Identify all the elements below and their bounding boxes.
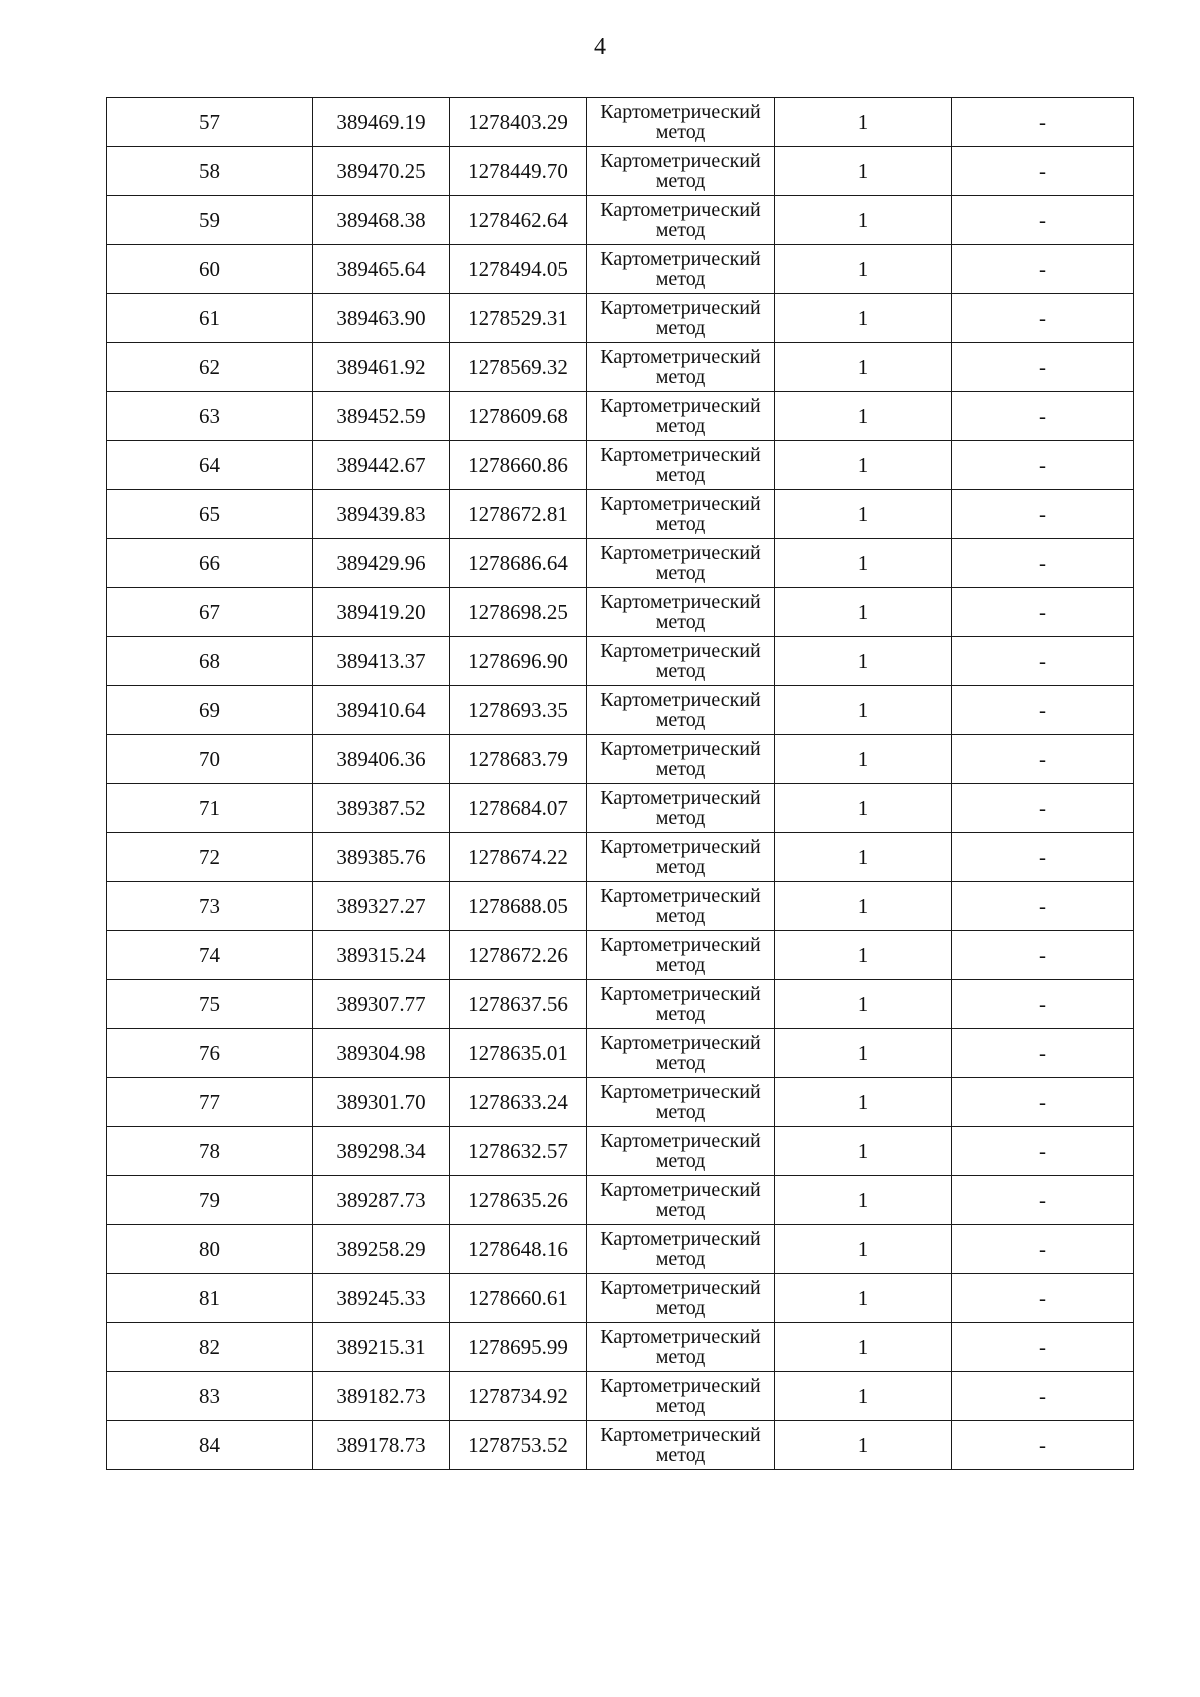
method-cell xyxy=(587,98,775,147)
method-cell xyxy=(587,490,775,539)
x-coordinate-cell: 389419.20 xyxy=(313,588,450,637)
x-coordinate-cell: 389327.27 xyxy=(313,882,450,931)
note-cell: - xyxy=(952,637,1134,686)
table-row xyxy=(107,1372,1134,1421)
method-cell xyxy=(587,735,775,784)
method-cell xyxy=(587,686,775,735)
y-coordinate-cell: 1278753.52 xyxy=(450,1421,587,1470)
coordinates-table xyxy=(106,97,1134,1470)
x-coordinate-cell: 389469.19 xyxy=(313,98,450,147)
note-cell: - xyxy=(952,784,1134,833)
point-number-cell: 66 xyxy=(107,539,313,588)
y-coordinate-cell: 1278684.07 xyxy=(450,784,587,833)
method-line-2: метод xyxy=(655,366,706,388)
point-number-cell: 65 xyxy=(107,490,313,539)
table-row xyxy=(107,1176,1134,1225)
method-line-1: Картометрический xyxy=(600,1277,761,1299)
note-cell: - xyxy=(952,1078,1134,1127)
y-coordinate-cell: 1278674.22 xyxy=(450,833,587,882)
method-line-1: Картометрический xyxy=(600,346,761,368)
table-row xyxy=(107,196,1134,245)
point-number-cell: 58 xyxy=(107,147,313,196)
table-row xyxy=(107,735,1134,784)
accuracy-cell: 1 xyxy=(775,1421,952,1470)
accuracy-cell: 1 xyxy=(775,196,952,245)
point-number-cell: 78 xyxy=(107,1127,313,1176)
point-number-cell: 57 xyxy=(107,98,313,147)
x-coordinate-cell: 389463.90 xyxy=(313,294,450,343)
table-row xyxy=(107,1029,1134,1078)
table-row xyxy=(107,490,1134,539)
table-row xyxy=(107,882,1134,931)
point-number-cell: 67 xyxy=(107,588,313,637)
method-cell xyxy=(587,784,775,833)
note-cell: - xyxy=(952,196,1134,245)
point-number-cell: 59 xyxy=(107,196,313,245)
y-coordinate-cell: 1278695.99 xyxy=(450,1323,587,1372)
method-cell xyxy=(587,1421,775,1470)
method-line-1: Картометрический xyxy=(600,1424,761,1446)
method-line-1: Картометрический xyxy=(600,542,761,564)
x-coordinate-cell: 389461.92 xyxy=(313,343,450,392)
x-coordinate-cell: 389315.24 xyxy=(313,931,450,980)
y-coordinate-cell: 1278683.79 xyxy=(450,735,587,784)
accuracy-cell: 1 xyxy=(775,1323,952,1372)
x-coordinate-cell: 389442.67 xyxy=(313,441,450,490)
note-cell: - xyxy=(952,490,1134,539)
point-number-cell: 71 xyxy=(107,784,313,833)
note-cell: - xyxy=(952,1323,1134,1372)
accuracy-cell: 1 xyxy=(775,98,952,147)
method-cell xyxy=(587,980,775,1029)
method-line-2: метод xyxy=(655,415,706,437)
method-line-2: метод xyxy=(655,121,706,143)
point-number-cell: 76 xyxy=(107,1029,313,1078)
y-coordinate-cell: 1278698.25 xyxy=(450,588,587,637)
method-line-2: метод xyxy=(655,709,706,731)
method-cell xyxy=(587,343,775,392)
method-cell xyxy=(587,147,775,196)
table-row xyxy=(107,980,1134,1029)
y-coordinate-cell: 1278637.56 xyxy=(450,980,587,1029)
table-row xyxy=(107,1225,1134,1274)
note-cell: - xyxy=(952,245,1134,294)
point-number-cell: 69 xyxy=(107,686,313,735)
method-cell xyxy=(587,882,775,931)
accuracy-cell: 1 xyxy=(775,833,952,882)
y-coordinate-cell: 1278693.35 xyxy=(450,686,587,735)
y-coordinate-cell: 1278696.90 xyxy=(450,637,587,686)
table-row xyxy=(107,931,1134,980)
method-cell xyxy=(587,392,775,441)
table-row xyxy=(107,784,1134,833)
method-line-2: метод xyxy=(655,1395,706,1417)
method-line-1: Картометрический xyxy=(600,934,761,956)
y-coordinate-cell: 1278734.92 xyxy=(450,1372,587,1421)
method-line-1: Картометрический xyxy=(600,493,761,515)
method-cell xyxy=(587,1274,775,1323)
x-coordinate-cell: 389301.70 xyxy=(313,1078,450,1127)
x-coordinate-cell: 389406.36 xyxy=(313,735,450,784)
y-coordinate-cell: 1278660.86 xyxy=(450,441,587,490)
point-number-cell: 82 xyxy=(107,1323,313,1372)
method-cell xyxy=(587,196,775,245)
method-line-1: Картометрический xyxy=(600,591,761,613)
x-coordinate-cell: 389307.77 xyxy=(313,980,450,1029)
accuracy-cell: 1 xyxy=(775,686,952,735)
x-coordinate-cell: 389245.33 xyxy=(313,1274,450,1323)
method-line-2: метод xyxy=(655,807,706,829)
y-coordinate-cell: 1278688.05 xyxy=(450,882,587,931)
method-line-1: Картометрический xyxy=(600,640,761,662)
method-line-2: метод xyxy=(655,758,706,780)
point-number-cell: 81 xyxy=(107,1274,313,1323)
accuracy-cell: 1 xyxy=(775,1225,952,1274)
point-number-cell: 80 xyxy=(107,1225,313,1274)
y-coordinate-cell: 1278632.57 xyxy=(450,1127,587,1176)
y-coordinate-cell: 1278672.26 xyxy=(450,931,587,980)
point-number-cell: 68 xyxy=(107,637,313,686)
point-number-cell: 62 xyxy=(107,343,313,392)
method-line-1: Картометрический xyxy=(600,444,761,466)
table-row xyxy=(107,833,1134,882)
y-coordinate-cell: 1278529.31 xyxy=(450,294,587,343)
method-line-2: метод xyxy=(655,268,706,290)
x-coordinate-cell: 389429.96 xyxy=(313,539,450,588)
method-cell xyxy=(587,931,775,980)
note-cell: - xyxy=(952,1421,1134,1470)
method-cell xyxy=(587,1127,775,1176)
method-line-2: метод xyxy=(655,1003,706,1025)
method-line-2: метод xyxy=(655,1052,706,1074)
point-number-cell: 60 xyxy=(107,245,313,294)
method-cell xyxy=(587,441,775,490)
note-cell: - xyxy=(952,539,1134,588)
method-line-1: Картометрический xyxy=(600,1032,761,1054)
method-line-1: Картометрический xyxy=(600,787,761,809)
table-row xyxy=(107,245,1134,294)
method-line-1: Картометрический xyxy=(600,150,761,172)
note-cell: - xyxy=(952,147,1134,196)
x-coordinate-cell: 389470.25 xyxy=(313,147,450,196)
table-row xyxy=(107,343,1134,392)
table-row xyxy=(107,98,1134,147)
y-coordinate-cell: 1278494.05 xyxy=(450,245,587,294)
x-coordinate-cell: 389413.37 xyxy=(313,637,450,686)
point-number-cell: 83 xyxy=(107,1372,313,1421)
accuracy-cell: 1 xyxy=(775,1372,952,1421)
table-row xyxy=(107,1078,1134,1127)
point-number-cell: 77 xyxy=(107,1078,313,1127)
method-line-2: метод xyxy=(655,317,706,339)
method-line-1: Картометрический xyxy=(600,395,761,417)
accuracy-cell: 1 xyxy=(775,539,952,588)
x-coordinate-cell: 389298.34 xyxy=(313,1127,450,1176)
table-body xyxy=(107,98,1134,1470)
method-cell xyxy=(587,245,775,294)
method-line-1: Картометрический xyxy=(600,983,761,1005)
note-cell: - xyxy=(952,1274,1134,1323)
method-cell xyxy=(587,1372,775,1421)
note-cell: - xyxy=(952,1372,1134,1421)
y-coordinate-cell: 1278686.64 xyxy=(450,539,587,588)
table-row xyxy=(107,539,1134,588)
method-line-1: Картометрический xyxy=(600,1130,761,1152)
method-line-1: Картометрический xyxy=(600,836,761,858)
table-row xyxy=(107,588,1134,637)
method-line-2: метод xyxy=(655,170,706,192)
method-line-2: метод xyxy=(655,1297,706,1319)
y-coordinate-cell: 1278462.64 xyxy=(450,196,587,245)
table-row xyxy=(107,392,1134,441)
note-cell: - xyxy=(952,588,1134,637)
note-cell: - xyxy=(952,1127,1134,1176)
note-cell: - xyxy=(952,931,1134,980)
y-coordinate-cell: 1278403.29 xyxy=(450,98,587,147)
accuracy-cell: 1 xyxy=(775,441,952,490)
accuracy-cell: 1 xyxy=(775,147,952,196)
y-coordinate-cell: 1278633.24 xyxy=(450,1078,587,1127)
accuracy-cell: 1 xyxy=(775,1078,952,1127)
method-line-1: Картометрический xyxy=(600,248,761,270)
method-line-1: Картометрический xyxy=(600,1081,761,1103)
note-cell: - xyxy=(952,882,1134,931)
point-number-cell: 73 xyxy=(107,882,313,931)
method-line-2: метод xyxy=(655,1346,706,1368)
y-coordinate-cell: 1278660.61 xyxy=(450,1274,587,1323)
point-number-cell: 72 xyxy=(107,833,313,882)
method-line-2: метод xyxy=(655,856,706,878)
accuracy-cell: 1 xyxy=(775,588,952,637)
method-cell xyxy=(587,1078,775,1127)
point-number-cell: 61 xyxy=(107,294,313,343)
accuracy-cell: 1 xyxy=(775,784,952,833)
method-line-1: Картометрический xyxy=(600,885,761,907)
method-line-2: метод xyxy=(655,1248,706,1270)
method-line-1: Картометрический xyxy=(600,1326,761,1348)
accuracy-cell: 1 xyxy=(775,294,952,343)
method-line-1: Картометрический xyxy=(600,297,761,319)
accuracy-cell: 1 xyxy=(775,735,952,784)
accuracy-cell: 1 xyxy=(775,1029,952,1078)
x-coordinate-cell: 389410.64 xyxy=(313,686,450,735)
note-cell: - xyxy=(952,392,1134,441)
accuracy-cell: 1 xyxy=(775,1127,952,1176)
method-line-2: метод xyxy=(655,1444,706,1466)
method-cell xyxy=(587,539,775,588)
y-coordinate-cell: 1278635.26 xyxy=(450,1176,587,1225)
method-line-2: метод xyxy=(655,464,706,486)
note-cell: - xyxy=(952,1225,1134,1274)
accuracy-cell: 1 xyxy=(775,882,952,931)
x-coordinate-cell: 389304.98 xyxy=(313,1029,450,1078)
y-coordinate-cell: 1278449.70 xyxy=(450,147,587,196)
method-line-2: метод xyxy=(655,660,706,682)
y-coordinate-cell: 1278648.16 xyxy=(450,1225,587,1274)
method-line-2: метод xyxy=(655,611,706,633)
method-line-1: Картометрический xyxy=(600,1179,761,1201)
y-coordinate-cell: 1278635.01 xyxy=(450,1029,587,1078)
method-line-2: метод xyxy=(655,219,706,241)
accuracy-cell: 1 xyxy=(775,392,952,441)
y-coordinate-cell: 1278569.32 xyxy=(450,343,587,392)
accuracy-cell: 1 xyxy=(775,1176,952,1225)
accuracy-cell: 1 xyxy=(775,931,952,980)
method-line-1: Картометрический xyxy=(600,101,761,123)
method-cell xyxy=(587,1029,775,1078)
note-cell: - xyxy=(952,98,1134,147)
note-cell: - xyxy=(952,1029,1134,1078)
method-line-2: метод xyxy=(655,513,706,535)
method-line-1: Картометрический xyxy=(600,1228,761,1250)
method-line-2: метод xyxy=(655,1150,706,1172)
x-coordinate-cell: 389468.38 xyxy=(313,196,450,245)
table-row xyxy=(107,686,1134,735)
x-coordinate-cell: 389387.52 xyxy=(313,784,450,833)
table-row xyxy=(107,1323,1134,1372)
point-number-cell: 63 xyxy=(107,392,313,441)
method-cell xyxy=(587,294,775,343)
note-cell: - xyxy=(952,343,1134,392)
method-line-2: метод xyxy=(655,562,706,584)
method-line-1: Картометрический xyxy=(600,738,761,760)
note-cell: - xyxy=(952,686,1134,735)
method-line-2: метод xyxy=(655,1101,706,1123)
table-row xyxy=(107,294,1134,343)
accuracy-cell: 1 xyxy=(775,637,952,686)
x-coordinate-cell: 389258.29 xyxy=(313,1225,450,1274)
point-number-cell: 70 xyxy=(107,735,313,784)
note-cell: - xyxy=(952,1176,1134,1225)
x-coordinate-cell: 389178.73 xyxy=(313,1421,450,1470)
table-row xyxy=(107,1274,1134,1323)
point-number-cell: 84 xyxy=(107,1421,313,1470)
x-coordinate-cell: 389182.73 xyxy=(313,1372,450,1421)
method-cell xyxy=(587,588,775,637)
y-coordinate-cell: 1278609.68 xyxy=(450,392,587,441)
point-number-cell: 64 xyxy=(107,441,313,490)
x-coordinate-cell: 389439.83 xyxy=(313,490,450,539)
point-number-cell: 75 xyxy=(107,980,313,1029)
x-coordinate-cell: 389385.76 xyxy=(313,833,450,882)
method-line-1: Картометрический xyxy=(600,689,761,711)
note-cell: - xyxy=(952,441,1134,490)
point-number-cell: 79 xyxy=(107,1176,313,1225)
accuracy-cell: 1 xyxy=(775,343,952,392)
method-cell xyxy=(587,1323,775,1372)
x-coordinate-cell: 389452.59 xyxy=(313,392,450,441)
note-cell: - xyxy=(952,294,1134,343)
table-row xyxy=(107,637,1134,686)
x-coordinate-cell: 389215.31 xyxy=(313,1323,450,1372)
table-row xyxy=(107,1127,1134,1176)
page-number: 4 xyxy=(594,34,606,60)
method-cell xyxy=(587,1176,775,1225)
method-line-2: метод xyxy=(655,905,706,927)
method-line-2: метод xyxy=(655,1199,706,1221)
table-row xyxy=(107,1421,1134,1470)
method-cell xyxy=(587,833,775,882)
method-cell xyxy=(587,1225,775,1274)
method-cell xyxy=(587,637,775,686)
note-cell: - xyxy=(952,980,1134,1029)
accuracy-cell: 1 xyxy=(775,1274,952,1323)
table-row xyxy=(107,147,1134,196)
note-cell: - xyxy=(952,735,1134,784)
method-line-1: Картометрический xyxy=(600,1375,761,1397)
table-row xyxy=(107,441,1134,490)
y-coordinate-cell: 1278672.81 xyxy=(450,490,587,539)
note-cell: - xyxy=(952,833,1134,882)
method-line-2: метод xyxy=(655,954,706,976)
method-line-1: Картометрический xyxy=(600,199,761,221)
point-number-cell: 74 xyxy=(107,931,313,980)
accuracy-cell: 1 xyxy=(775,980,952,1029)
x-coordinate-cell: 389465.64 xyxy=(313,245,450,294)
accuracy-cell: 1 xyxy=(775,245,952,294)
accuracy-cell: 1 xyxy=(775,490,952,539)
x-coordinate-cell: 389287.73 xyxy=(313,1176,450,1225)
